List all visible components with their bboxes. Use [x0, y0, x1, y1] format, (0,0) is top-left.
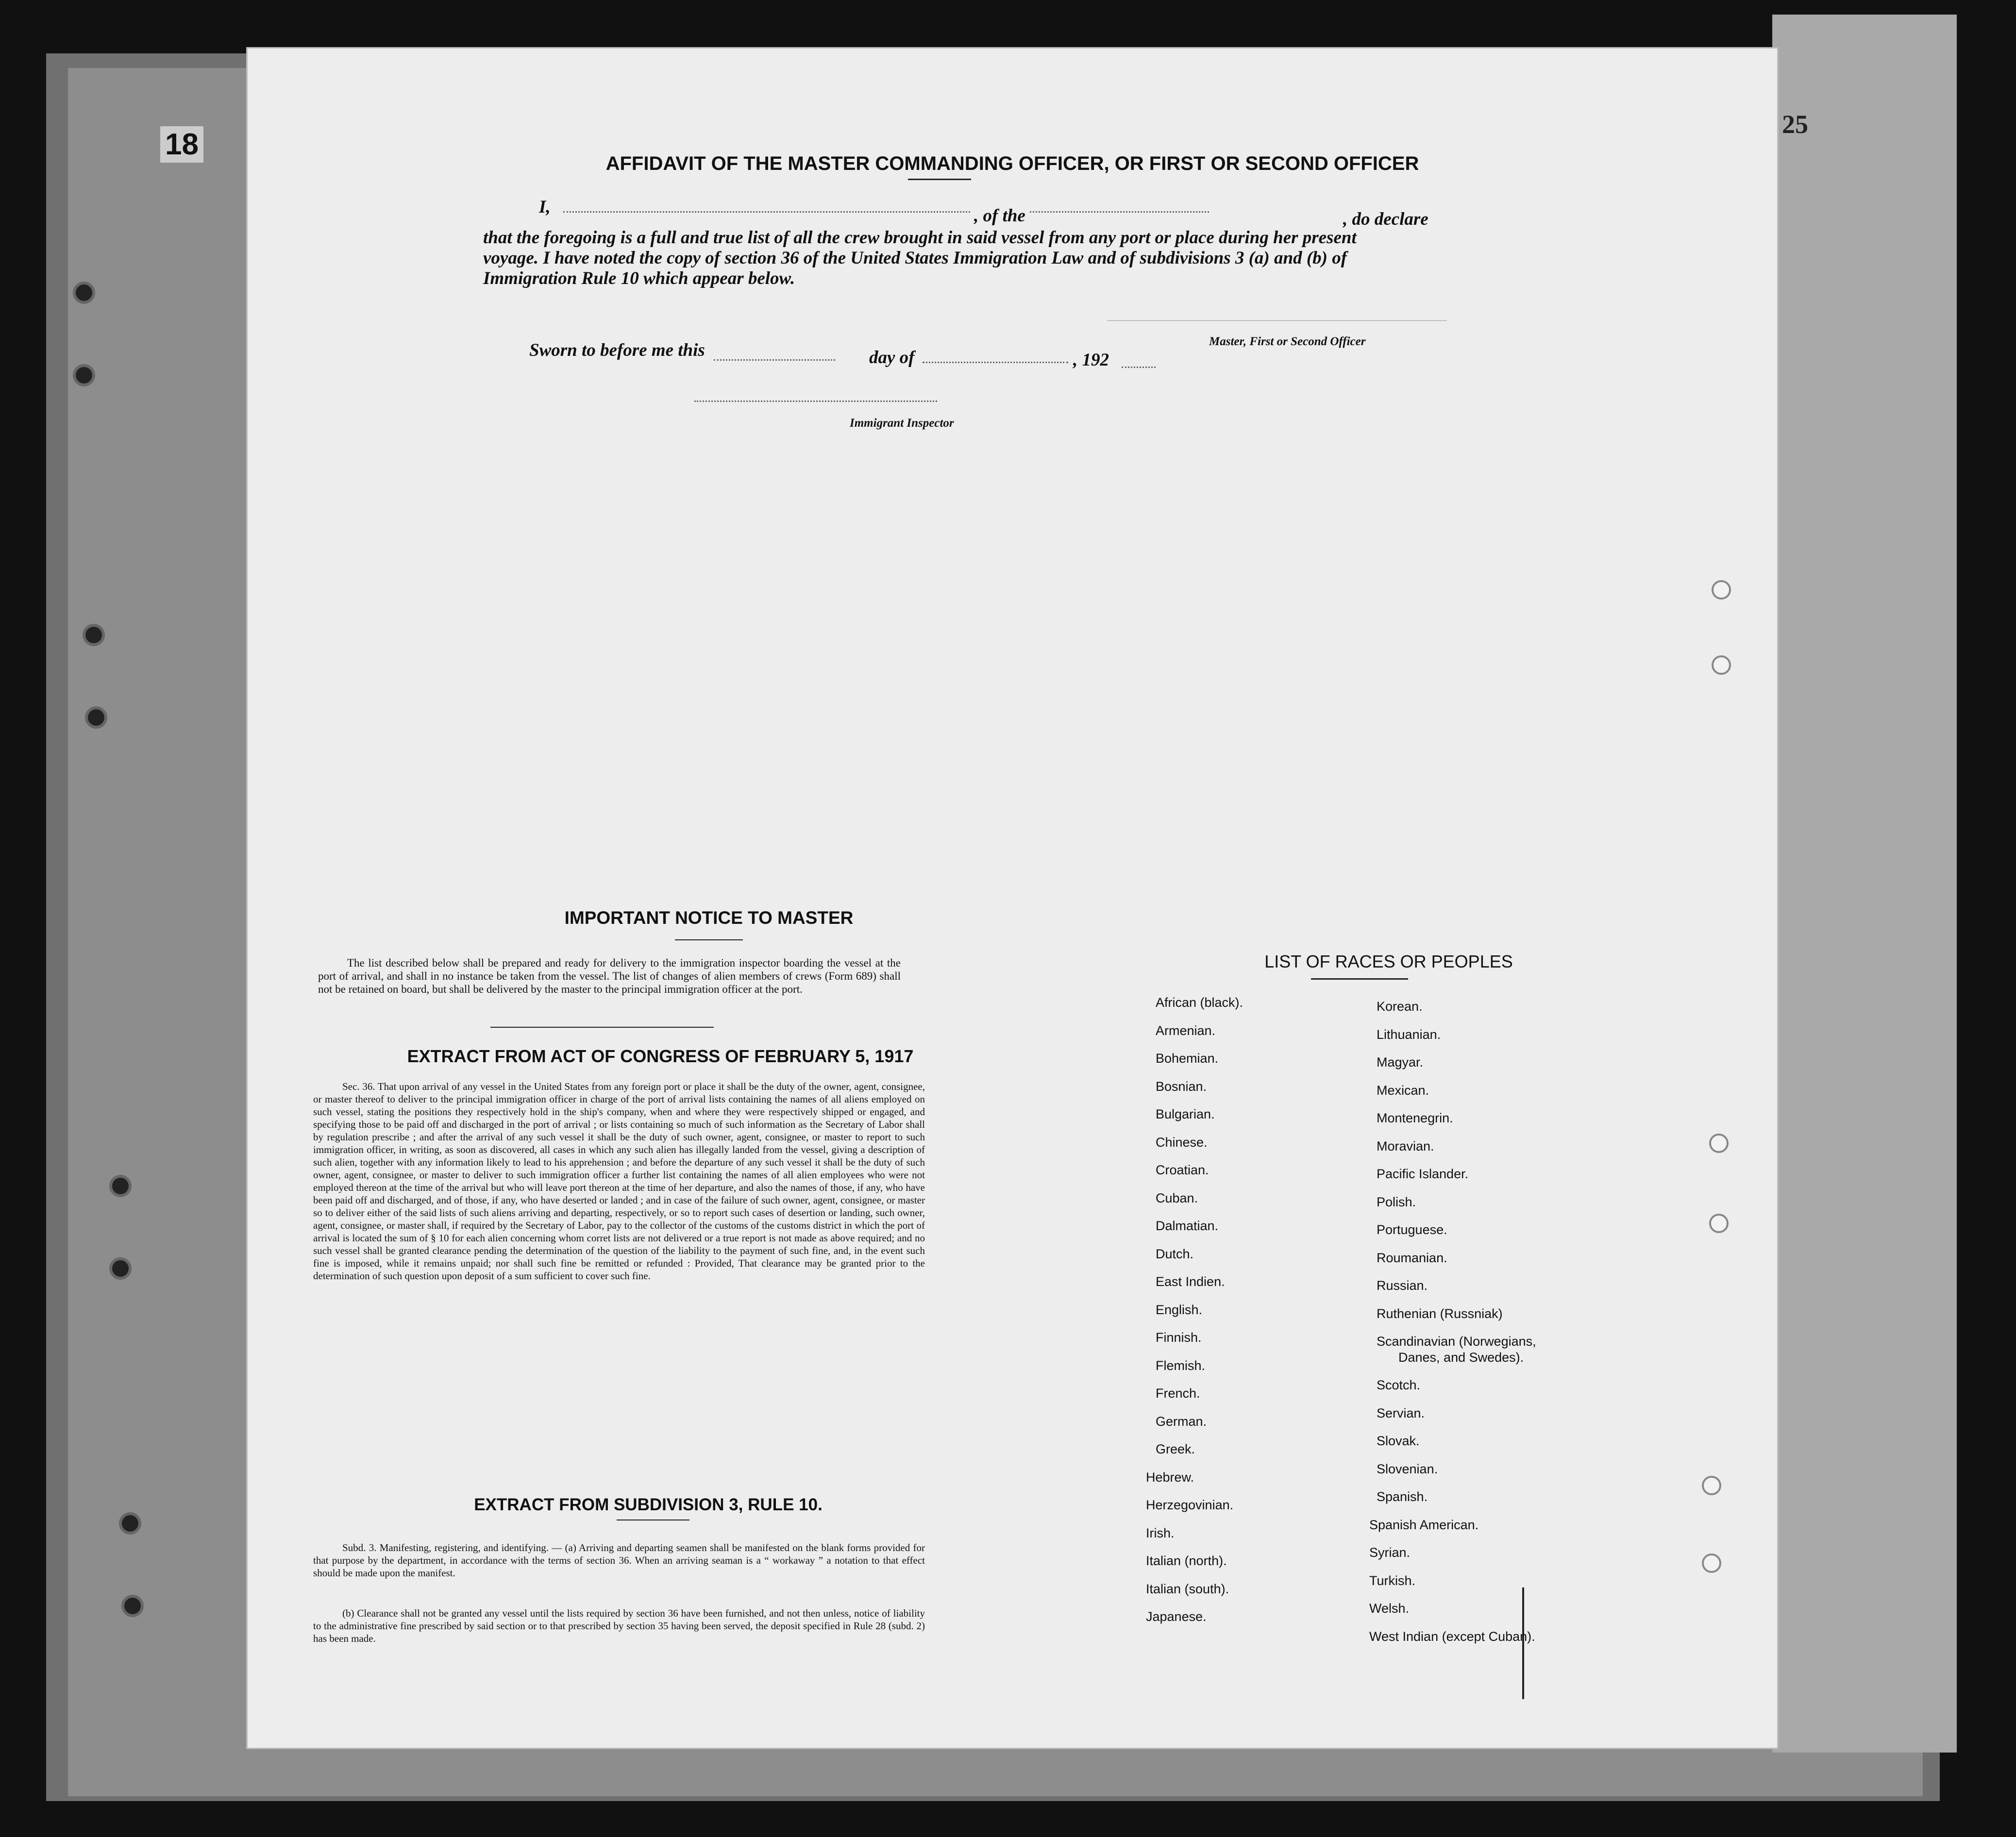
race-item: Lithuanian. [1377, 1027, 1441, 1042]
race-item: Armenian. [1156, 1023, 1216, 1038]
race-item: Pacific Islander. [1377, 1167, 1469, 1181]
extract-act-title: EXTRACT FROM ACT OF CONGRESS OF FEBRUARY 5, 1917 [407, 1046, 914, 1066]
race-item: German. [1156, 1414, 1207, 1429]
notice-divider [490, 1027, 714, 1028]
notice-title: IMPORTANT NOTICE TO MASTER [564, 908, 854, 928]
master-label: Master, First or Second Officer [1209, 335, 1366, 348]
race-item: French. [1156, 1386, 1200, 1401]
race-item: Slovak. [1377, 1434, 1420, 1448]
race-item: Slovenian. [1377, 1461, 1438, 1476]
race-item: Polish. [1377, 1194, 1416, 1209]
extract-rule-para-a: Subd. 3. Manifesting, registering, and identifying. — (a) Arriving and departing seamen shall be manifested on the blank forms provided for that purpose by the department, in accordance with the terms of section 36. When an arriving seaman is a “ workaway ” a notation to that effect should be made upon the manifest. [313, 1542, 925, 1579]
inspector-label: Immigrant Inspector [850, 417, 954, 430]
punch-hole [1712, 655, 1731, 675]
races-title: LIST OF RACES OR PEOPLES [1264, 952, 1513, 971]
race-item: Italian (north). [1146, 1553, 1227, 1568]
affidavit-do-declare: , do declare [1340, 209, 1431, 230]
race-item: Cuban. [1156, 1190, 1198, 1205]
extract-rule-para-b: (b) Clearance shall not be granted any vessel until the lists required by section 36 have been furnished, and not then unless, notice of liability to the administrative fine prescribed by said section or to that prescribed by section 35 having been served, the deposit specified in Rule 28 (subd. 2) has been made. [313, 1607, 925, 1644]
race-item: Spanish. [1377, 1489, 1428, 1504]
race-item: Mexican. [1377, 1083, 1429, 1098]
race-item: Japanese. [1146, 1609, 1207, 1624]
affidavit-line-3: Immigration Rule 10 which appear below. [483, 268, 795, 288]
punch-hole [1712, 580, 1731, 600]
year-blank[interactable] [1122, 367, 1156, 368]
binder-hole [85, 706, 107, 729]
sworn-label: Sworn to before me this [529, 340, 705, 360]
race-item: Greek. [1156, 1442, 1195, 1456]
affidavit-line-2: voyage. I have noted the copy of section 36 of the United States Immigration Law and of subdivisions 3 (a) and (b) of [483, 248, 1347, 268]
affidavit-title: AFFIDAVIT OF THE MASTER COMMANDING OFFICER, OR FIRST OR SECOND OFFICER [605, 153, 1419, 174]
affidavit-line-1: that the foregoing is a full and true list of all the crew brought in said vessel from any port or place during her present [483, 228, 1357, 248]
underlying-page-edge [1772, 15, 1957, 1753]
title-underline [908, 179, 971, 180]
race-item: Dutch. [1156, 1246, 1194, 1261]
binder-hole [83, 624, 105, 646]
race-item: Italian (south). [1146, 1581, 1229, 1596]
race-item: Chinese. [1156, 1135, 1208, 1150]
race-item: Irish. [1146, 1525, 1175, 1540]
race-item: African (black). [1156, 995, 1243, 1010]
race-item: Magyar. [1377, 1055, 1424, 1069]
race-item: Welsh. [1369, 1601, 1410, 1616]
binder-hole [73, 364, 95, 386]
race-item: Servian. [1377, 1405, 1425, 1420]
name-blank[interactable] [563, 211, 1209, 213]
race-item: West Indian (except Cuban). [1369, 1629, 1535, 1644]
race-item: Portuguese. [1377, 1222, 1447, 1237]
binder-hole [121, 1595, 144, 1617]
inspector-signature-line[interactable] [694, 401, 937, 402]
race-item: Spanish American. [1369, 1517, 1479, 1532]
race-item: Russian. [1377, 1278, 1428, 1293]
race-item: Dalmatian. [1156, 1219, 1219, 1233]
punch-hole [1709, 1134, 1729, 1153]
left-page-number: 18 [160, 126, 203, 163]
race-item: Hebrew. [1146, 1470, 1194, 1485]
race-item: Flemish. [1156, 1358, 1206, 1373]
race-item: Bohemian. [1156, 1051, 1219, 1066]
race-item: Montenegrin. [1377, 1111, 1453, 1125]
affidavit-of-the: , of the [971, 205, 1028, 226]
day-of-label: day of [869, 348, 915, 367]
race-item: Bulgarian. [1156, 1107, 1215, 1121]
race-item: Turkish. [1369, 1573, 1416, 1588]
right-page-number: 25 [1782, 110, 1808, 139]
race-item: Scandinavian (Norwegians, [1377, 1334, 1536, 1349]
notice-underline [675, 939, 743, 940]
day-blank[interactable] [714, 359, 835, 361]
binder-hole [109, 1257, 132, 1280]
race-item: Syrian. [1369, 1545, 1411, 1560]
form-page [248, 49, 1777, 1748]
race-item: Korean. [1377, 999, 1423, 1014]
races-underline [1311, 978, 1408, 980]
race-item: English. [1156, 1302, 1203, 1317]
race-item: Moravian. [1377, 1138, 1434, 1153]
race-item: Bosnian. [1156, 1079, 1207, 1094]
year-label: , 192 [1073, 350, 1109, 370]
race-item: Scotch. [1377, 1378, 1421, 1392]
race-item: Herzegovinian. [1146, 1498, 1234, 1512]
race-item: Danes, and Swedes). [1398, 1350, 1524, 1365]
extract-rule-title: EXTRACT FROM SUBDIVISION 3, RULE 10. [474, 1495, 823, 1514]
punch-hole [1709, 1214, 1729, 1233]
notice-body: The list described below shall be prepared and ready for delivery to the immigration inspector boarding the vessel at the port of arrival, and shall in no instance be taken from the vessel. The list of changes of alien members of crews (Form 689) shall not be retained on board, but shall be delivered by the master to the principal immigration officer at the port. [318, 957, 901, 995]
month-blank[interactable] [923, 362, 1068, 363]
race-item: East Indien. [1156, 1274, 1225, 1289]
race-item: Ruthenian (Russniak) [1377, 1306, 1503, 1321]
binder-hole [73, 282, 95, 304]
master-signature-line[interactable] [1107, 320, 1447, 321]
punch-hole [1702, 1476, 1721, 1495]
race-item: Roumanian. [1377, 1250, 1447, 1265]
race-item: Finnish. [1156, 1330, 1202, 1345]
extract-act-body: Sec. 36. That upon arrival of any vessel in the United States from any foreign port or place it shall be the duty of the owner, agent, consignee, or master thereof to deliver to the principal immigration officer in charge of the port of arrival lists containing the names of all aliens employed on such vessel, stating the positions they respectively hold in the ship's company, when and where they were respectively shipped or engaged, and specifying those to be paid off and discharged in the port of arrival ; or lists containing so much of such information as the Secretary of Labor shall by regulation prescribe ; and after the arrival of any such vessel it shall be the duty of such owner, agent, consignee, or master to report to such immigration officer, in writing, as soon as discovered, all cases in which any such alien has illegally landed from the vessel, giving a description of such alien, together with any information likely to lead to his apprehension ; and before the departure of any such vessel it shall be the duty of such owner, agent, consignee, or master to deliver to such immigration officer a further list containing the names of all alien employees who were not employed thereon at the time of the arrival but who will leave port thereon at the time of her departure, and also the names of those, if any, who have been paid off and discharged, and of those, if any, who have deserted or landed ; and in case of the failure of such owner, agent, consignee, or master so to deliver either of the said lists of such aliens arriving and departing, respectively, or so to report such cases of desertion or landing, such owner, agent, consignee, or master shall, if required by the Secretary of Labor, pay to the collector of the customs of the customs district in which the port of arrival is located the sum of § 10 for each alien concerning whom corret lists are not delivered or a true report is not made as above required; and no such vessel shall be granted clearance pending the determination of the question of the liability to the payment of such fine, and, in the event such fine is imposed, while it remains unpaid; nor shall such fine be remitted or refunded : Provided, That clearance may be granted prior to the determination of such question upon deposit of a sum sufficient to cover such fine. [313, 1081, 925, 1282]
binder-hole [109, 1175, 132, 1197]
binder-hole [119, 1512, 141, 1535]
punch-hole [1702, 1553, 1721, 1573]
affidavit-i: I, [539, 197, 551, 217]
race-item: Croatian. [1156, 1163, 1209, 1177]
